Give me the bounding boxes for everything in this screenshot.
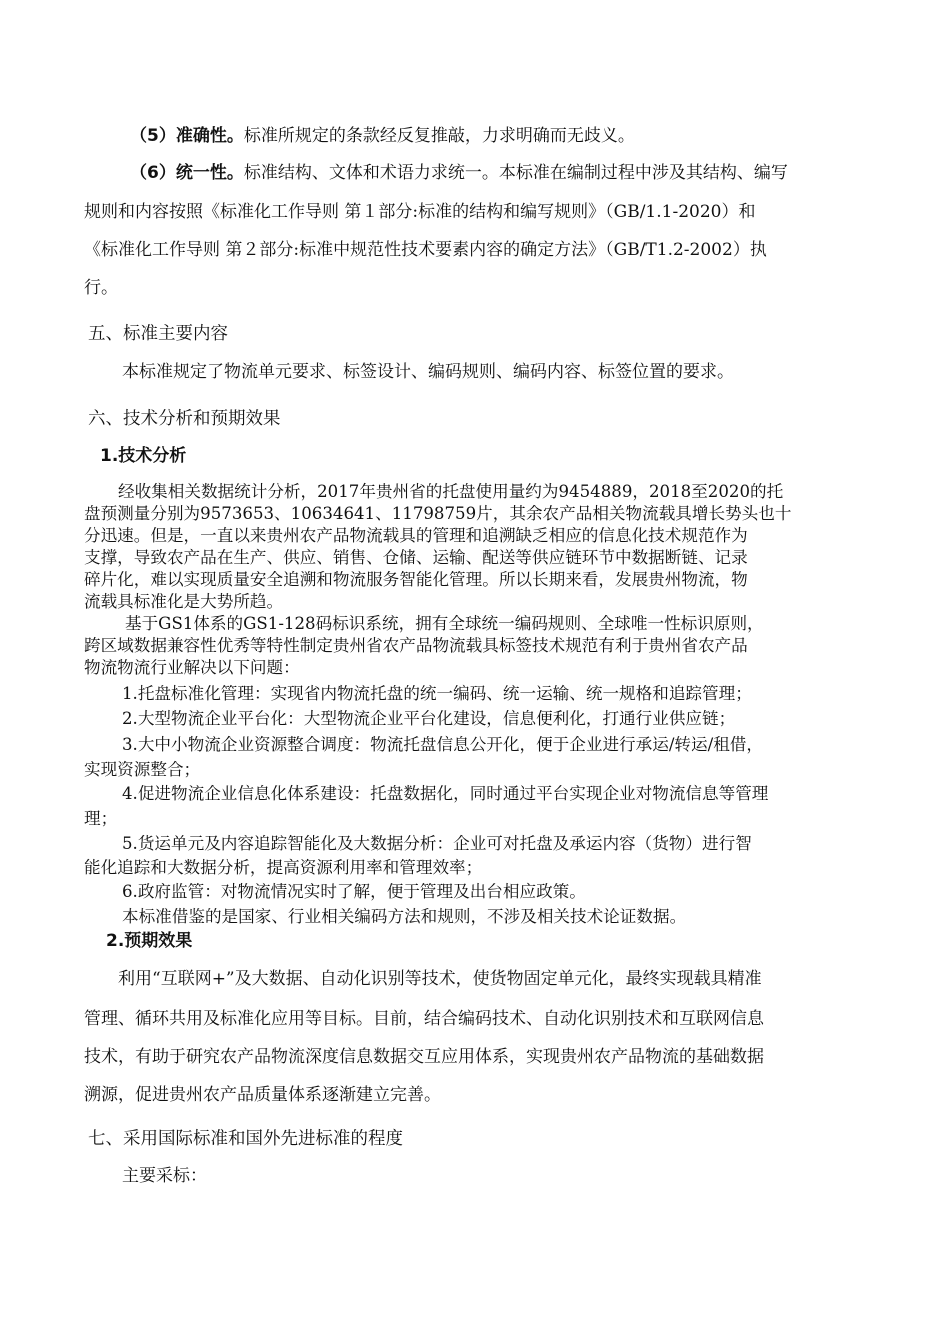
list-item: 5.货运单元及内容追踪智能化及大数据分析：企业可对托盘及承运内容（货物）进行智 (122, 834, 752, 853)
list-item: 3.大中小物流企业资源整合调度：物流托盘信息公开化，便于企业进行承运/转运/租借， (122, 735, 763, 754)
body-line: 管理、循环共用及标准化应用等目标。目前，结合编码技术、自动化识别技术和互联网信息 (84, 1009, 764, 1029)
list-item: 4.促进物流企业信息化体系建设：托盘数据化，同时通过平台实现企业对物流信息等管理 (122, 784, 769, 803)
body-line: 技术，有助于研究农产品物流深度信息数据交互应用体系，实现贵州农产品物流的基础数据 (84, 1047, 764, 1067)
criterion-label: （5）准确性。 (130, 126, 244, 146)
list-item: 6.政府监管：对物流情况实时了解，便于管理及出台相应政策。 (122, 882, 586, 901)
list-item: 2.大型物流企业平台化：大型物流企业平台化建设，信息便利化，打通行业供应链； (122, 709, 736, 728)
body-line: 跨区域数据兼容性优秀等特性制定贵州省农产品物流载具标签技术规范有利于贵州省农产品 (84, 636, 748, 655)
body-line: 本标准借鉴的是国家、行业相关编码方法和规则，不涉及相关技术论证数据。 (122, 907, 687, 926)
subsection-heading: 1.技术分析 (100, 446, 187, 466)
criterion-accuracy (130, 125, 635, 147)
body-line: 盘预测量分别为9573653、10634641、11798759片，其余农产品相关物流载具增长势头也十 (84, 504, 792, 523)
list-item: 1.托盘标准化管理：实现省内物流托盘的统一编码、统一运输、统一规格和追踪管理； (122, 684, 752, 703)
body-line: 利用“互联网+”及大数据、自动化识别等技术，使货物固定单元化，最终实现载具精准 (118, 969, 762, 989)
body-line: 行。 (84, 278, 118, 298)
body-line: 溯源，促进贵州农产品质量体系逐渐建立完善。 (84, 1085, 441, 1105)
body-line: 物流物流行业解决以下问题： (84, 658, 300, 677)
body-line: 基于GS1体系的GS1-128码标识系统，拥有全球统一编码规则、全球唯一性标识原则， (125, 614, 764, 633)
section-heading: 七、采用国际标准和国外先进标准的程度 (88, 1129, 403, 1149)
criterion-text: 标准所规定的条款经反复推敲，力求明确而无歧义。 (243, 126, 635, 146)
subsection-heading: 2.预期效果 (106, 931, 193, 951)
list-item-continued: 理； (84, 809, 118, 828)
body-line: 分迅速。但是，一直以来贵州农产品物流载具的管理和追溯缺乏相应的信息化技术规范作为 (84, 526, 748, 545)
list-item-continued: 实现资源整合； (84, 760, 201, 779)
body-line: 碎片化，难以实现质量安全追溯和物流服务智能化管理。所以长期来看，发展贵州物流，物 (84, 570, 748, 589)
body-line: 规则和内容按照《标准化工作导则 第１部分:标准的结构和编写规则》（GB/1.1-2020）和 (84, 202, 756, 222)
list-item-continued: 能化追踪和大数据分析，提高资源利用率和管理效率； (84, 858, 483, 877)
criterion-label: （6）统一性。 (130, 163, 244, 183)
body-line: 主要采标： (122, 1166, 207, 1186)
body-line: 经收集相关数据统计分析，2017年贵州省的托盘使用量约为9454889，2018至2020的托 (118, 482, 784, 501)
body-line: 《标准化工作导则 第２部分:标准中规范性技术要素内容的确定方法》（GB/T1.2-2002）执 (84, 240, 767, 260)
body-line: 流载具标准化是大势所趋。 (84, 592, 284, 611)
body-line: 支撑，导致农产品在生产、供应、销售、仓储、运输、配送等供应链环节中数据断链、记录 (84, 548, 748, 567)
criterion-text: 标准结构、文体和术语力求统一。本标准在编制过程中涉及其结构、编写 (243, 163, 788, 183)
criterion-unity (130, 162, 788, 184)
section-heading: 五、标准主要内容 (88, 324, 228, 344)
section-heading: 六、技术分析和预期效果 (88, 409, 281, 429)
body-line: 本标准规定了物流单元要求、标签设计、编码规则、编码内容、标签位置的要求。 (122, 362, 734, 382)
